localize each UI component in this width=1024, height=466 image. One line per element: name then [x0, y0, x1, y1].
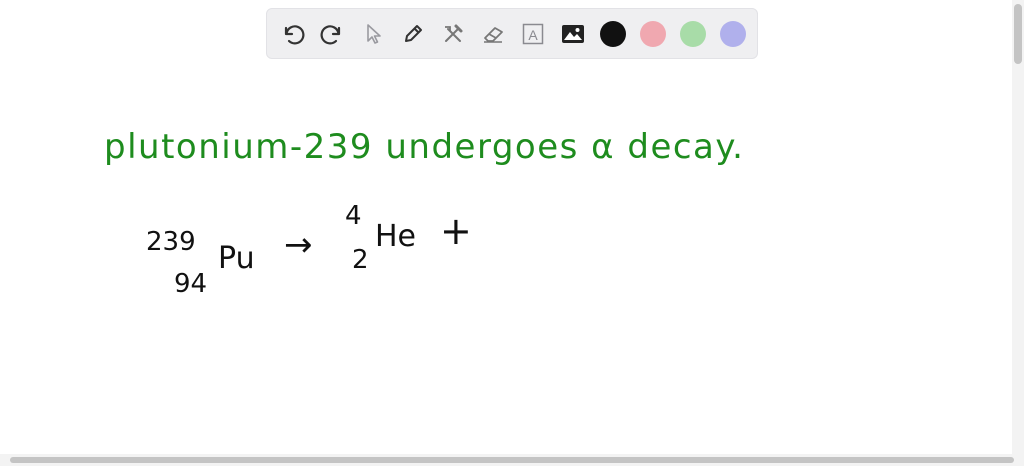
eraser-button[interactable] — [478, 19, 508, 49]
horizontal-scroll-thumb[interactable] — [10, 457, 1014, 463]
handwritten-title: plutonium-239 undergoes α decay. — [104, 127, 745, 167]
product-symbol: He — [375, 219, 417, 254]
reactant-atomic-number: 94 — [174, 269, 208, 299]
redo-button[interactable] — [318, 19, 348, 49]
eraser-icon — [478, 19, 508, 49]
pen-button[interactable] — [398, 19, 428, 49]
pen-icon — [398, 19, 428, 49]
pointer-icon — [358, 19, 388, 49]
reactant-symbol: Pu — [218, 241, 255, 276]
text-icon — [518, 19, 548, 49]
nuclear-equation — [146, 201, 472, 299]
plus-sign: + — [440, 209, 472, 253]
color-swatch-pink[interactable] — [640, 21, 666, 47]
redo-icon — [318, 19, 348, 49]
reaction-arrow: → — [284, 225, 313, 265]
tools-icon — [438, 19, 468, 49]
undo-button[interactable] — [277, 19, 307, 49]
text-button[interactable] — [518, 19, 548, 49]
image-button[interactable] — [558, 19, 588, 49]
color-swatch-black[interactable] — [600, 21, 626, 47]
color-swatch-green[interactable] — [680, 21, 706, 47]
horizontal-scrollbar[interactable] — [0, 454, 1024, 466]
vertical-scrollbar[interactable] — [1012, 0, 1024, 454]
reactant-mass-number: 239 — [146, 227, 196, 257]
image-icon — [558, 19, 588, 49]
undo-icon — [277, 19, 307, 49]
product-atomic-number: 2 — [352, 245, 369, 275]
text-tool-glyph: A — [528, 27, 538, 43]
drawing-toolbar — [266, 8, 758, 59]
select-button[interactable] — [358, 19, 388, 49]
product-mass-number: 4 — [345, 201, 362, 231]
vertical-scroll-thumb[interactable] — [1014, 4, 1022, 64]
tools-button[interactable] — [438, 19, 468, 49]
whiteboard-canvas[interactable] — [0, 70, 1012, 454]
color-swatch-lavender[interactable] — [720, 21, 746, 47]
